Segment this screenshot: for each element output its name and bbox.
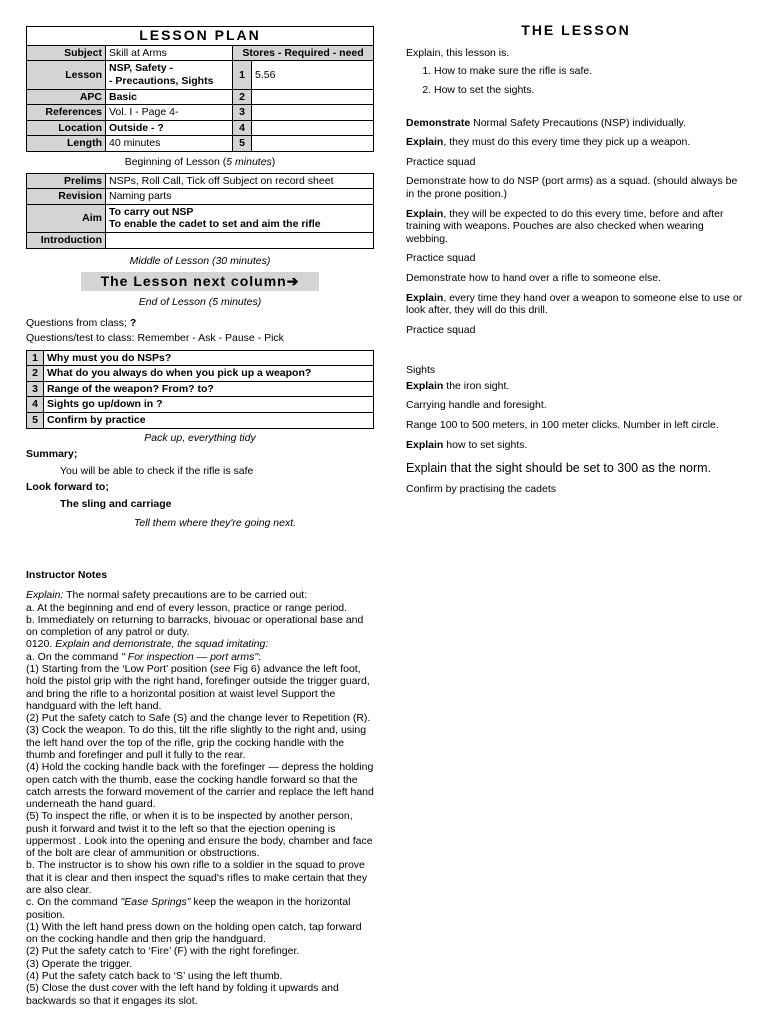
step-1-see: see bbox=[213, 662, 231, 675]
right-column bbox=[406, 22, 746, 503]
explain-5-rest: how to set sights. bbox=[443, 438, 528, 451]
demo-hand: Demonstrate how to hand over a rifle to someone else. bbox=[406, 271, 662, 284]
instructor-notes bbox=[26, 569, 374, 1007]
explain-4-rest: the iron sight. bbox=[443, 379, 510, 392]
length-value: 40 minutes bbox=[106, 136, 233, 152]
question-text: What do you always do when you pick up a weapon? bbox=[44, 366, 374, 382]
prelims-value: NSPs, Roll Call, Tick off Subject on record sheet bbox=[106, 173, 374, 189]
explain-1-bold: Explain bbox=[406, 136, 444, 149]
explain-5 bbox=[406, 439, 746, 452]
lesson-value: NSP, Safety - - Precautions, Sights bbox=[106, 61, 233, 89]
left-column bbox=[26, 26, 374, 533]
demonstrate-bold: Demonstrate bbox=[406, 116, 471, 129]
references-value: Vol. I - Page 4- bbox=[106, 105, 233, 121]
aim-value bbox=[106, 204, 374, 232]
summary-label: Summary; bbox=[26, 448, 78, 461]
demonstrate-rest: Normal Safety Precautions (NSP) individually. bbox=[470, 116, 686, 129]
para-0120-em: Explain and demonstrate, the squad imitating: bbox=[55, 638, 269, 651]
stores-value bbox=[252, 89, 374, 105]
subject-value: Skill at Arms bbox=[106, 45, 233, 61]
step-3: (3) Cock the weapon. To do this, tilt the rifle slightly to the right and, using the left hand over the top of the rifle, grip the cocking handle with the thumb and forefinger and pull it fully to the rear. bbox=[26, 724, 367, 761]
location-value: Outside - ? bbox=[106, 120, 233, 136]
stores-header: Stores - Required - need bbox=[233, 45, 374, 61]
demonstrate-nsp bbox=[406, 117, 746, 130]
question-text: Confirm by practice bbox=[44, 413, 374, 429]
beginning-text: Beginning of Lesson ( bbox=[124, 155, 227, 168]
question-row bbox=[27, 381, 374, 397]
revision-value: Naming parts bbox=[106, 189, 374, 205]
end-of-lesson: End of Lesson (5 minutes) bbox=[138, 295, 262, 308]
prelims-table bbox=[26, 173, 374, 249]
explain-5-bold: Explain bbox=[406, 438, 444, 451]
beginning-close: ) bbox=[271, 155, 276, 168]
subject-label: Subject bbox=[27, 45, 106, 61]
question-num: 4 bbox=[27, 397, 44, 413]
questions-from-class bbox=[26, 317, 374, 330]
explain-4 bbox=[406, 380, 746, 393]
introduction-label: Introduction bbox=[27, 232, 106, 248]
look-forward-text: The sling and carriage bbox=[60, 498, 172, 511]
location-label: Location bbox=[27, 120, 106, 136]
questions-from-class-mark: ? bbox=[129, 316, 137, 329]
question-text: Range of the weapon? From? to? bbox=[44, 381, 374, 397]
stores-num: 2 bbox=[233, 89, 252, 105]
note-line-b: b. Immediately on returning to barracks, bivouac or operational base and on completion of any patrol or duty. bbox=[26, 613, 364, 639]
explain-1-rest: , they must do this every time they pick up a weapon. bbox=[443, 136, 691, 149]
lesson-next-column-banner bbox=[81, 272, 319, 291]
explain-3-rest: , every time they hand over a weapon to someone else to use or look after, they will do this drill. bbox=[406, 291, 743, 317]
explain-1 bbox=[406, 136, 746, 149]
c-step-3: (3) Operate the trigger. bbox=[26, 957, 133, 970]
lesson-objectives bbox=[406, 65, 746, 96]
explain-rest: The normal safety precautions are to be carried out: bbox=[63, 589, 308, 602]
stores-num: 4 bbox=[233, 120, 252, 136]
tell-them: Tell them where they're going next. bbox=[133, 516, 297, 529]
step-4: (4) Hold the cocking handle back with the forefinger — depress the holding open catch with the thumb, ease the cocking handle forward so that the catch arrests the forward movement of the carrier and replace the left hand underneath the hand guard. bbox=[26, 761, 374, 811]
para-c-post: keep the weapon in the horizontal position. bbox=[26, 896, 351, 921]
stores-value bbox=[252, 120, 374, 136]
stores-num: 5 bbox=[233, 136, 252, 152]
question-row bbox=[27, 413, 374, 429]
objective-item: 2. How to set the sights. bbox=[434, 84, 746, 97]
stores-value bbox=[252, 105, 374, 121]
prelims-label: Prelims bbox=[27, 173, 106, 189]
c-step-2: (2) Put the safety catch to ‘Fire’ (F) with the right forefinger. bbox=[26, 945, 300, 958]
para-c-pre: c. On the command bbox=[26, 896, 121, 909]
question-num: 3 bbox=[27, 381, 44, 397]
step-5: (5) To inspect the rifle, or when it is to be inspected by another person, push it forward and twist it to the left so that the ejection opening is uppermost . Look into the opening and ensure the body, chamber and face of the bolt are clear of ammunition or obstructions. bbox=[26, 810, 373, 860]
question-text: Why must you do NSPs? bbox=[44, 350, 374, 366]
the-lesson-title: THE LESSON bbox=[521, 22, 631, 38]
question-num: 5 bbox=[27, 413, 44, 429]
practice-1: Practice squad bbox=[406, 155, 476, 168]
carrying-handle: Carrying handle and foresight. bbox=[406, 399, 547, 412]
step-1-pre: (1) Starting from the ‘Low Port’ position ( bbox=[26, 662, 214, 675]
look-forward-label: Look forward to; bbox=[26, 481, 109, 494]
confirm-practice: Confirm by practising the cadets bbox=[406, 483, 556, 496]
stores-value bbox=[252, 136, 374, 152]
explain-2-rest: , they will be expected to do this every time, before and after training with weapons. Pouches are also checked when wearing webbing. bbox=[406, 207, 724, 245]
apc-value: Basic bbox=[106, 89, 233, 105]
lesson-intro: Explain, this lesson is. bbox=[406, 46, 510, 59]
lesson-plan-table bbox=[26, 26, 374, 152]
question-row bbox=[27, 397, 374, 413]
c-step-5: (5) Close the dust cover with the left hand by folding it upwards and backwards so that it engages its slot. bbox=[26, 982, 339, 1007]
instructor-notes-title: Instructor Notes bbox=[26, 569, 108, 581]
length-label: Length bbox=[27, 136, 106, 152]
stores-num: 3 bbox=[233, 105, 252, 121]
beginning-of-lesson bbox=[26, 156, 374, 169]
apc-label: APC bbox=[27, 89, 106, 105]
question-row bbox=[27, 350, 374, 366]
command-a-pre: a. On the command bbox=[26, 650, 122, 663]
beginning-duration: 5 minutes bbox=[226, 155, 272, 168]
step-1 bbox=[26, 663, 374, 712]
para-c bbox=[26, 896, 374, 921]
para-0120-num: 0120. bbox=[26, 638, 56, 651]
note-line-a: a. At the beginning and end of every lesson, practice or range period. bbox=[26, 601, 348, 614]
middle-of-lesson: Middle of Lesson (30 minutes) bbox=[129, 254, 271, 267]
para-0120 bbox=[26, 638, 374, 650]
questions-test: Questions/test to class: Remember - Ask - Pause - Pick bbox=[26, 332, 284, 345]
sight-norm: Explain that the sight should be set to 300 as the norm. bbox=[406, 461, 712, 476]
summary-text: You will be able to check if the rifle is safe bbox=[60, 464, 254, 477]
question-num: 1 bbox=[27, 350, 44, 366]
aim-label: Aim bbox=[27, 204, 106, 232]
c-step-1: (1) With the left hand press down on the holding open catch, tap forward on the cocking handle and then grip the handguard. bbox=[26, 920, 362, 946]
pack-up: Pack up, everything tidy bbox=[144, 431, 256, 444]
question-row bbox=[27, 366, 374, 382]
sights-heading: Sights bbox=[406, 364, 436, 377]
stores-value: 5.56 bbox=[252, 61, 374, 89]
lesson-plan-title: LESSON PLAN bbox=[27, 27, 374, 46]
explain-3 bbox=[406, 292, 746, 317]
c-step-4: (4) Put the safety catch back to ‘S’ using the left thumb. bbox=[26, 970, 283, 982]
stores-num: 1 bbox=[233, 61, 252, 89]
explain-2 bbox=[406, 208, 746, 246]
step-1-post: Fig 6) advance the left foot, hold the pistol grip with the right hand, forefinger outside the trigger guard, and bring the rifle to a horizontal position at waist level Support the handguard with the left hand. bbox=[26, 662, 370, 712]
range-note: Range 100 to 500 meters, in 100 meter clicks. Number in left circle. bbox=[406, 419, 719, 432]
questions-table bbox=[26, 350, 374, 429]
para-c-em: "Ease Springs" bbox=[120, 896, 191, 909]
question-num: 2 bbox=[27, 366, 44, 382]
references-label: References bbox=[27, 105, 106, 121]
explain-4-bold: Explain bbox=[406, 379, 444, 392]
lesson-label: Lesson bbox=[27, 61, 106, 89]
explain-line bbox=[26, 589, 374, 601]
aim-line-1: To carry out NSP bbox=[109, 205, 194, 218]
aim-line-2: To enable the cadet to set and aim the rifle bbox=[109, 218, 321, 231]
practice-3: Practice squad bbox=[406, 323, 476, 336]
next-column-text: The Lesson next column bbox=[100, 273, 287, 290]
command-a-em: " For inspection — port arms" bbox=[121, 650, 259, 663]
questions-from-class-text: Questions from class; bbox=[26, 316, 130, 329]
explain-3-bold: Explain bbox=[406, 291, 444, 304]
step-2: (2) Put the safety catch to Safe (S) and the change lever to Repetition (R). bbox=[26, 712, 371, 725]
practice-2: Practice squad bbox=[406, 252, 476, 265]
objective-item: 1. How to make sure the rifle is safe. bbox=[434, 65, 746, 78]
demo-squad: Demonstrate how to do NSP (port arms) as a squad. (should always be in the prone position.) bbox=[406, 175, 738, 200]
para-b: b. The instructor is to show his own rifle to a soldier in the squad to prove that it is clear and then inspect the squad's rifles to make certain that they are also clear. bbox=[26, 859, 368, 897]
arrow-right-icon: ➔ bbox=[286, 273, 300, 290]
question-text: Sights go up/down in ? bbox=[44, 397, 374, 413]
revision-label: Revision bbox=[27, 189, 106, 205]
explain-em: Explain: bbox=[26, 589, 64, 602]
explain-2-bold: Explain bbox=[406, 207, 444, 220]
introduction-value bbox=[106, 232, 374, 248]
command-a-post: : bbox=[258, 650, 262, 663]
command-a bbox=[26, 651, 374, 663]
